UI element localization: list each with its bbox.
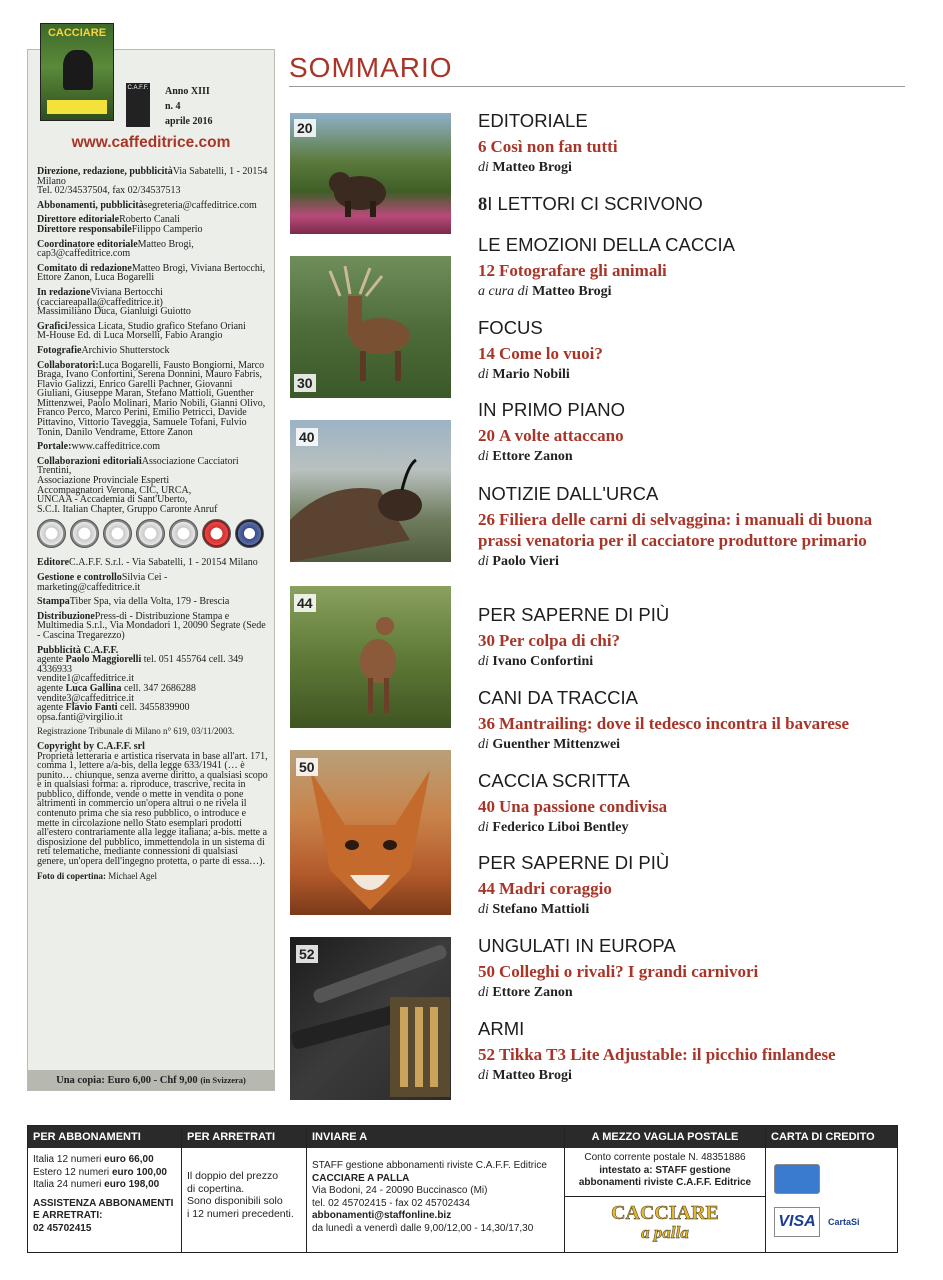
credit-entry: Abbonamenti, pubblicitàsegreteria@caffeditrice.com xyxy=(37,199,257,211)
article-author: di Ettore Zanon xyxy=(478,985,573,1000)
thumbnail-deer[interactable] xyxy=(290,256,451,398)
credit-entry: EditoreC.A.F.F. S.r.l. - Via Sabatelli, 1 - 20154 Milano xyxy=(37,557,258,569)
send-line3: Via Bodoni, 24 - 20090 Buccinasco (Mi) xyxy=(312,1185,488,1196)
col-header: A MEZZO VAGLIA POSTALE xyxy=(565,1126,765,1148)
cover-figure xyxy=(63,50,93,90)
page-number: 50 xyxy=(478,962,495,981)
article-title[interactable]: 52 Tikka T3 Lite Adjustable: il picchio finlandese xyxy=(478,1045,836,1064)
col-credit-card xyxy=(766,1126,897,1252)
section-heading: LE EMOZIONI DELLA CACCIA xyxy=(478,234,736,255)
association-logo-icon xyxy=(169,519,198,548)
col-header: CARTA DI CREDITO xyxy=(766,1126,897,1148)
association-logos xyxy=(37,519,269,548)
article-author: di Ettore Zanon xyxy=(478,449,573,464)
col-postal xyxy=(565,1126,766,1252)
article-title[interactable]: 6 Così non fan tutti xyxy=(478,137,618,156)
registration-note: Registrazione Tribunale di Milano n° 619, 03/11/2003. xyxy=(37,726,235,737)
col-send-to xyxy=(307,1126,565,1252)
credit-entry: Direttore editorialeRoberto Canali Direttore responsabileFilippo Camperio xyxy=(37,214,203,235)
credit-entry: Coordinatore editorialeMatteo Brogi, cap3@caffeditrice.com xyxy=(37,238,194,260)
price-row: Italia 24 numeri euro 198,00 xyxy=(33,1179,160,1190)
postal-line1: Conto corrente postale N. 48351886 xyxy=(584,1152,746,1163)
price-main: Una copia: Euro 6,00 - Chf 9,00 xyxy=(56,1075,198,1086)
price-row: Estero 12 numeri euro 100,00 xyxy=(33,1166,167,1178)
thumbnail-page-number: 52 xyxy=(296,945,318,963)
thumbnail-chamois[interactable] xyxy=(290,420,451,562)
toc-entry[interactable] xyxy=(478,935,908,1001)
credit-entry: Portale:www.caffeditrice.com xyxy=(37,441,161,453)
page-number: 12 xyxy=(478,261,495,280)
page-number: 52 xyxy=(478,1045,495,1064)
page-number: 6 xyxy=(478,137,487,156)
amex-card-icon xyxy=(774,1164,820,1194)
col-back-issues xyxy=(182,1126,307,1252)
credit-entry: Comitato di redazioneMatteo Brogi, Viviana Bertocchi, Ettore Zanon, Luca Bogarelli xyxy=(37,262,266,284)
article-title[interactable]: 40 Una passione condivisa xyxy=(478,797,668,816)
page-number: 40 xyxy=(478,797,495,816)
article-title[interactable]: 36 Mantrailing: dove il tedesco incontra il bavarese xyxy=(478,714,850,733)
send-email[interactable]: abbonamenti@staffonline.biz xyxy=(312,1210,452,1221)
association-logo-icon xyxy=(103,519,132,548)
issue-date: aprile 2016 xyxy=(165,116,213,127)
toc-entry[interactable] xyxy=(478,234,908,300)
thumbnail-page-number: 44 xyxy=(294,594,316,612)
send-hours: da lunedì a venerdì dalle 9,00/12,00 - 14,30/17,30 xyxy=(312,1222,534,1234)
association-logo-icon xyxy=(202,519,231,548)
article-author: di Ivano Confortini xyxy=(478,654,594,669)
assistance-phone: ASSISTENZA ABBONAMENTI E ARRETRATI: 02 45702415 xyxy=(33,1197,174,1234)
section-heading: IN PRIMO PIANO xyxy=(478,399,625,420)
col-header: INVIARE A xyxy=(307,1126,564,1148)
thumbnail-rifle[interactable] xyxy=(290,937,451,1100)
agent-entry: agente Flavio Fanti cell. 3455839900 opsa.fanti@virgilio.it xyxy=(37,702,190,723)
article-author: di Stefano Mattioli xyxy=(478,902,590,917)
send-line4: tel. 02 45702415 - fax 02 45702434 xyxy=(312,1197,470,1209)
thumbnail-fox[interactable] xyxy=(290,750,451,915)
magazine-logo: CACCIARE a palla xyxy=(611,1201,719,1242)
col-header: PER ARRETRATI xyxy=(182,1126,306,1148)
send-line1: STAFF gestione abbonamenti riviste C.A.F.F. Editrice xyxy=(312,1160,547,1171)
credit-entry: Gestione e controlloSilvia Cei - marketing@caffeditrice.it xyxy=(37,572,168,593)
toc-entry[interactable] xyxy=(478,483,908,570)
toc-entry[interactable] xyxy=(478,193,908,216)
thumbnail-page-number: 50 xyxy=(296,758,318,776)
section-heading: UNGULATI IN EUROPA xyxy=(478,935,676,956)
price-bar xyxy=(28,1070,274,1090)
issue-year: Anno XIII xyxy=(165,86,210,97)
thumbnail-page-number: 20 xyxy=(294,119,316,137)
issue-info xyxy=(165,84,213,129)
thumbnail-page-number: 30 xyxy=(294,374,316,392)
credits-list xyxy=(37,167,269,886)
credit-entry: FotografieArchivio Shutterstock xyxy=(37,344,170,356)
page-number: 44 xyxy=(478,879,495,898)
visa-card-icon: VISA xyxy=(774,1207,820,1237)
article-title[interactable]: 30 Per colpa di chi? xyxy=(478,631,621,650)
section-heading: CANI DA TRACCIA xyxy=(478,687,639,708)
cover-photo-credit: Foto di copertina: Michael Agel xyxy=(37,870,157,881)
article-title[interactable]: 44 Madri coraggio xyxy=(478,879,612,898)
toc-entry[interactable] xyxy=(478,317,908,383)
copyright-note: Copyright by C.A.F.F. srl Proprietà letteraria e artistica riservata in base all'art. 171, comma 1, lettere a/a-bis, della legge 633/1941 (… è punito… chiunque, senza averne diritto, a qualsiasi scopo e in qualsiasi forma: a. riproduce, trascrive, recita in pubblico, diffonde, vende o mette in vendita o pone altrimenti in commercio un'opera altrui o ne rivela il contenuto prima che sia reso pubblico, o introduce e mette in circolazione nello Stato esemplari prodotti all'estero contrariamente alla legge italiana; a-bis. mette a disposizione del pubblico, immettendola in un sistema di reti telematiche, mediante connessioni di qualsiasi genere, un'opera dell'ingegno protetta, o parte di essa…). xyxy=(37,740,268,868)
price-row: Italia 12 numeri euro 66,00 xyxy=(33,1154,154,1165)
col-header: PER ABBONAMENTI xyxy=(28,1126,181,1148)
article-author: di Guenther Mittenzwei xyxy=(478,737,621,752)
credit-entry: DistribuzionePress-di - Distribuzione Stampa e Multimedia S.r.l., Via Mondadori 1, 20090 Segrate (Sede - Cascina Tregarezzo) xyxy=(37,610,266,641)
article-author: a cura di Matteo Brogi xyxy=(478,284,612,299)
toc-entry[interactable] xyxy=(478,1018,908,1084)
article-author: di Matteo Brogi xyxy=(478,160,572,175)
cartasi-icon: CartaSi xyxy=(828,1217,860,1227)
page-title: SOMMARIO xyxy=(289,52,453,83)
article-title[interactable]: 20 A volte attaccano xyxy=(478,426,624,445)
credits-panel xyxy=(27,27,275,1091)
credit-entry: StampaTiber Spa, via della Volta, 179 - Brescia xyxy=(37,596,230,608)
back-issues-text: Il doppio del prezzo di copertina. Sono disponibili solo i 12 numeri precedenti. xyxy=(187,1170,294,1220)
thumbnail-bear[interactable] xyxy=(290,113,451,234)
cover-band xyxy=(47,100,107,114)
credit-entry: GraficiJessica Licata, Studio grafico Stefano Oriani M-House Ed. di Luca Morselli, Fabio Arangio xyxy=(37,320,246,342)
thumbnail-roe-deer[interactable] xyxy=(290,586,451,728)
page-number: 20 xyxy=(478,426,495,445)
section-heading: CACCIA SCRITTA xyxy=(478,770,630,791)
credit-entry: Collaborazioni editorialiAssociazione Cacciatori Trentini, Associazione Provinciale Esperti Accompagnatori Verona, CIC, URCA, UNCAA - Accademia di Sant'Uberto, S.C.I. Italian Chapter, Gruppo Caronte Anruf xyxy=(37,455,239,515)
send-line2: CACCIARE A PALLA xyxy=(312,1172,410,1184)
article-author: di Matteo Brogi xyxy=(478,1068,572,1083)
credit-entry: Collaboratori:Luca Bogarelli, Fausto Bongiorni, Marco Braga, Ivano Confortini, Serena Donnini, Mauro Fabris, Flavio Galizzi, Enrico Garelli Pachner, Giovanni Giuliani, Giuseppe Maran, Stefano Mattioli, Guenther Mittenzwei, Paolo Molinari, Mario Nobili, Gianni Olivo, Franco Perco, Marco Perini, Emilio Petricci, Davide Pittavino, Vittorio Taveggia, Samuele Tofani, Fulvio Tonin, Danilo Vendrame, Ettore Zanon xyxy=(37,359,266,438)
toc-entry[interactable] xyxy=(478,399,908,465)
toc-entry[interactable] xyxy=(478,110,908,176)
col-subscriptions xyxy=(28,1126,182,1252)
price-note: (in Svizzera) xyxy=(200,1075,246,1085)
toc-entry[interactable] xyxy=(478,770,908,836)
article-title[interactable]: 8I LETTORI CI SCRIVONO xyxy=(478,193,703,215)
page-number: 26 xyxy=(478,510,495,529)
article-title[interactable]: 14 Come lo vuoi? xyxy=(478,344,603,363)
issue-number: n. 4 xyxy=(165,101,181,112)
agent-entry: agente Luca Gallina cell. 347 2686288 vendite3@caffeditrice.it xyxy=(37,682,196,704)
article-title[interactable]: 50 Colleghi o rivali? I grandi carnivori xyxy=(478,962,759,981)
article-author: di Mario Nobili xyxy=(478,367,570,382)
thumbnail-page-number: 40 xyxy=(296,428,318,446)
association-logo-icon xyxy=(37,519,66,548)
page-number: 36 xyxy=(478,714,495,733)
cover-thumbnail[interactable] xyxy=(40,23,114,121)
credit-entry: Direzione, redazione, pubblicitàVia Sabatelli, 1 - 20154 Milano Tel. 02/34537504, fax 02/34537513 xyxy=(37,166,268,197)
title-divider xyxy=(289,86,905,87)
cover-title: CACCIARE xyxy=(47,27,107,39)
postal-line3: abbonamenti riviste C.A.F.F. Editrice xyxy=(578,1177,752,1188)
agent-entry: agente Paolo Maggiorelli tel. 051 455764 cell. 349 4336933 vendite1@caffeditrice.it xyxy=(37,654,244,685)
article-author: di Federico Liboi Bentley xyxy=(478,820,629,835)
section-heading: PER SAPERNE DI PIÙ xyxy=(478,852,670,873)
section-heading: NOTIZIE DALL'URCA xyxy=(478,483,659,504)
toc-entry[interactable] xyxy=(478,687,908,753)
toc-entry[interactable] xyxy=(478,852,908,918)
subscription-info xyxy=(27,1125,898,1253)
postal-line2: intestato a: STAFF gestione xyxy=(599,1164,731,1176)
page-number: 8 xyxy=(478,195,488,215)
association-logo-icon xyxy=(235,519,264,548)
page-number: 30 xyxy=(478,631,495,650)
section-heading: FOCUS xyxy=(478,317,543,338)
page-number: 14 xyxy=(478,344,495,363)
section-heading: PER SAPERNE DI PIÙ xyxy=(478,604,670,625)
article-title[interactable]: 12 Fotografare gli animali xyxy=(478,261,667,280)
association-logo-icon xyxy=(70,519,99,548)
website-link[interactable]: www.caffeditrice.com xyxy=(71,134,231,151)
section-heading: ARMI xyxy=(478,1018,525,1039)
toc-entry[interactable] xyxy=(478,604,908,670)
advertising-contacts: Pubblicità C.A.F.F. agente Paolo Maggiorelli tel. 051 455764 cell. 349 4336933 vendite1@caffeditrice.it agente Luca Gallina cell. 347 2686288 vendite3@caffeditrice.it agente Flavio Fanti cell. 3455839900 opsa.fanti@virgilio.it xyxy=(37,646,269,723)
publisher-logo: C.A.F.F. xyxy=(126,83,150,127)
association-logo-icon xyxy=(136,519,165,548)
section-heading: EDITORIALE xyxy=(478,110,588,131)
article-title[interactable]: 26 Filiera delle carni di selvaggina: i manuali di buona prassi venatoria per il cacciatore produttore primario xyxy=(478,510,873,550)
credit-entry: In redazioneViviana Bertocchi (cacciareapalla@caffeditrice.it) Massimiliano Duca, Gianluigi Guiotto xyxy=(37,286,191,318)
article-author: di Paolo Vieri xyxy=(478,554,559,569)
